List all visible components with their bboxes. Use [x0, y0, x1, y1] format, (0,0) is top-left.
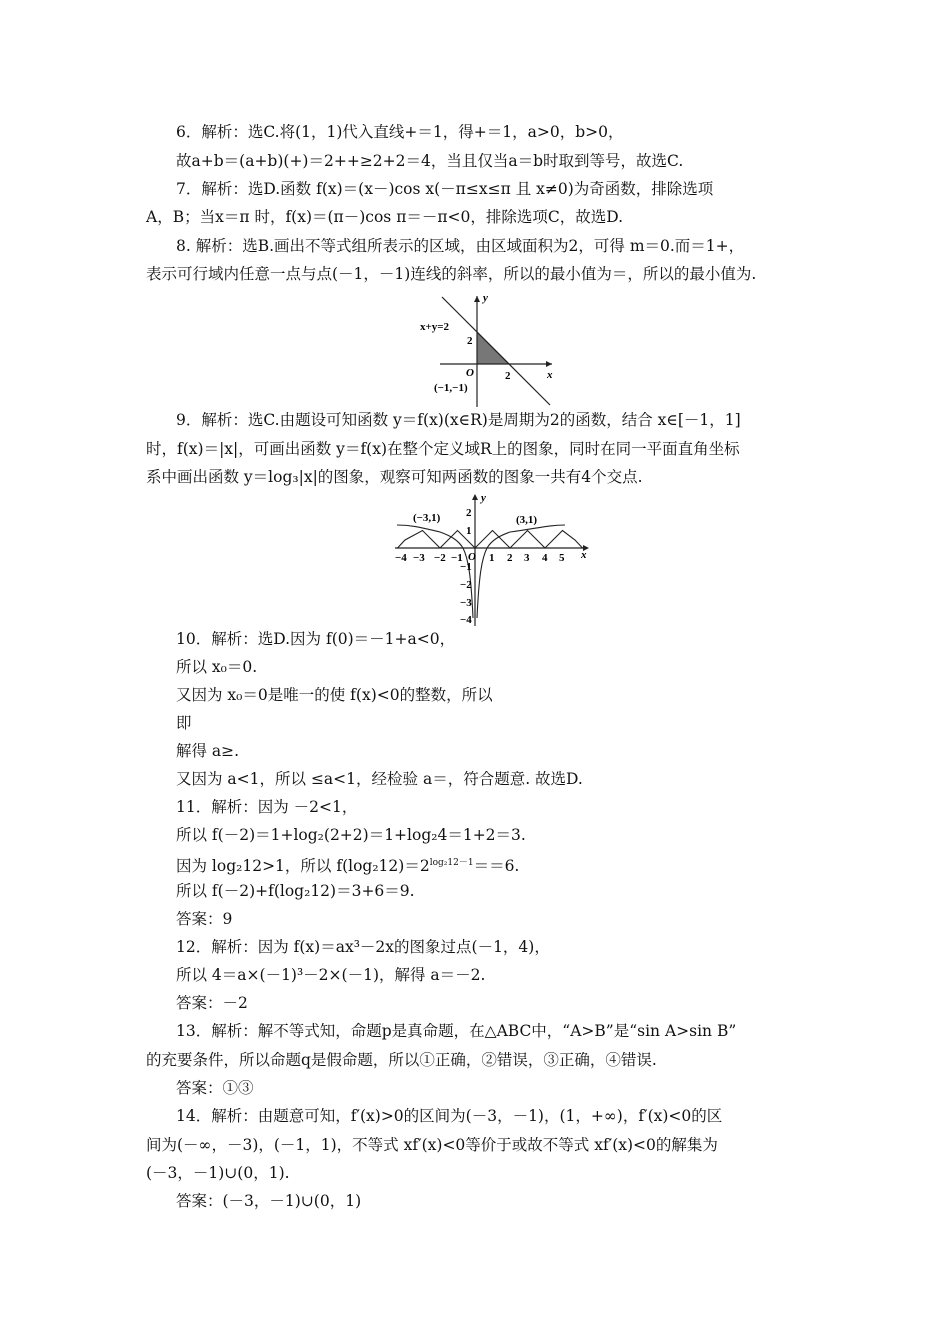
p8-line1: 8. 解析：选B.画出不等式组所表示的区域，由区域面积为2，可得 m＝0.而＝1+，: [176, 237, 745, 255]
y-tick-neg1: −1: [460, 561, 472, 573]
p9-line2: 时，f(x)＝|x|，可画出函数 y＝f(x)在整个定义域R上的图象，同时在同一平面直角坐标: [146, 440, 740, 458]
zigzag-periodic-function: [398, 531, 583, 549]
p11-line2: 所以 f(－2)＝1+log₂(2+2)＝1+log₂4＝1+2＝3.: [176, 826, 526, 844]
x-tick-neg4: −4: [395, 552, 407, 564]
x-tick-neg3: −3: [413, 552, 425, 564]
figure-9-graph: [393, 492, 593, 628]
p12-line2: 所以 4＝a×(－1)³－2×(－1)，解得 a＝－2.: [176, 966, 486, 984]
p7-line1: 7．解析：选D.函数 f(x)＝(x－)cos x(－π≤x≤π 且 x≠0)为奇函数，排除选项: [176, 180, 714, 198]
p11-line1: 11．解析：因为 －2<1，: [176, 798, 358, 816]
y-tick-neg2: −2: [460, 579, 472, 591]
p14-line1: 14．解析：由题意可知，f′(x)>0的区间为(－3，－1)，(1，+∞)，f′(x)<0的区: [176, 1107, 723, 1125]
fig8-point-label: (−1,−1): [434, 382, 468, 394]
fig9-y-label: y: [481, 492, 486, 504]
fig9-point-left: (−3,1): [413, 512, 441, 524]
p14-line3: (－3，－1)∪(0，1).: [146, 1164, 290, 1182]
fig8-y-label: y: [483, 292, 488, 304]
x-tick-4: 4: [542, 552, 548, 564]
p10-line4: 即: [176, 714, 192, 732]
y-tick-neg4: −4: [460, 614, 472, 626]
fig9-x-ticks: [395, 552, 565, 564]
p13-line1: 13．解析：解不等式知，命题p是真命题，在△ABC中，“A>B”是“sin A>sin B”: [176, 1022, 737, 1040]
p11-answer: 答案：9: [176, 910, 233, 928]
p7-line2: A，B；当x＝π 时，f(x)＝(π－)cos π＝－π<0，排除选项C，故选D.: [146, 208, 624, 226]
p13-line2: 的充要条件，所以命题q是假命题，所以①正确，②错误，③正确，④错误.: [146, 1051, 657, 1069]
fig8-x-label: x: [547, 369, 553, 381]
x-tick-1: 1: [489, 552, 495, 564]
p11-line3-text-a: 因为 log₂12>1，所以 f(log₂12)＝2: [176, 857, 430, 876]
p8-line2: 表示可行域内任意一点与点(－1，－1)连线的斜率，所以的最小值为＝，所以的最小值为.: [146, 265, 757, 283]
p11-line3-exponent: log₂12－1: [429, 858, 474, 868]
p11-line4: 所以 f(－2)+f(log₂12)＝3+6＝9.: [176, 882, 415, 900]
y-tick-1: 1: [466, 525, 472, 537]
y-tick-2: 2: [466, 507, 472, 519]
figure-8-region-graph: [420, 292, 560, 410]
fig9-y-ticks: [460, 507, 472, 626]
x-tick-neg1: −1: [451, 552, 463, 564]
p10-line3: 又因为 x₀＝0是唯一的使 f(x)<0的整数，所以: [176, 686, 493, 704]
fig9-x-label: x: [581, 549, 587, 561]
p13-answer: 答案：①③: [176, 1079, 254, 1097]
p12-answer: 答案：－2: [176, 994, 248, 1012]
p14-answer: 答案：(－3，－1)∪(0，1): [176, 1192, 362, 1210]
p6-line1: 6．解析：选C.将(1，1)代入直线+＝1，得+＝1，a>0，b>0，: [176, 123, 624, 141]
p9-line3: 系中画出函数 y＝log₃|x|的图象，观察可知两函数的图象一共有4个交点.: [146, 468, 643, 486]
fig8-origin: O: [466, 367, 474, 379]
x-tick-5: 5: [559, 552, 565, 564]
log-curve-right: [477, 525, 565, 618]
x-tick-2: 2: [507, 552, 513, 564]
p10-line6: 又因为 a<1，所以 ≤a<1，经检验 a＝，符合题意. 故选D.: [176, 770, 583, 788]
x-tick-3: 3: [524, 552, 530, 564]
fig9-origin: O: [468, 551, 476, 563]
p12-line1: 12．解析：因为 f(x)＝ax³－2x的图象过点(－1，4)，: [176, 938, 550, 956]
p11-line3-text-b: ＝＝6.: [473, 857, 520, 876]
p10-line1: 10．解析：选D.因为 f(0)＝－1+a<0，: [176, 630, 456, 648]
p9-line1: 9．解析：选C.由题设可知函数 y＝f(x)(x∈R)是周期为2的函数，结合 x∈[－1，1]: [176, 411, 741, 429]
p10-line5: 解得 a≥.: [176, 742, 240, 760]
y-tick-neg3: −3: [460, 597, 472, 609]
fig8-x-tick: 2: [505, 370, 511, 382]
fig8-line-label: x+y=2: [420, 321, 450, 333]
p10-line2: 所以 x₀＝0.: [176, 658, 258, 676]
fig8-y-tick: 2: [467, 335, 473, 347]
fig9-point-right: (3,1): [516, 514, 538, 526]
p14-line2: 间为(－∞，－3)，(－1，1)，不等式 xf′(x)<0等价于或故不等式 xf′(x)<0的解集为: [146, 1136, 718, 1154]
x-tick-neg2: −2: [434, 552, 446, 564]
p11-line3: [176, 852, 811, 874]
p6-line2: 故a+b＝(a+b)(+)＝2++≥2+2＝4，当且仅当a＝b时取到等号，故选C.: [176, 152, 684, 170]
